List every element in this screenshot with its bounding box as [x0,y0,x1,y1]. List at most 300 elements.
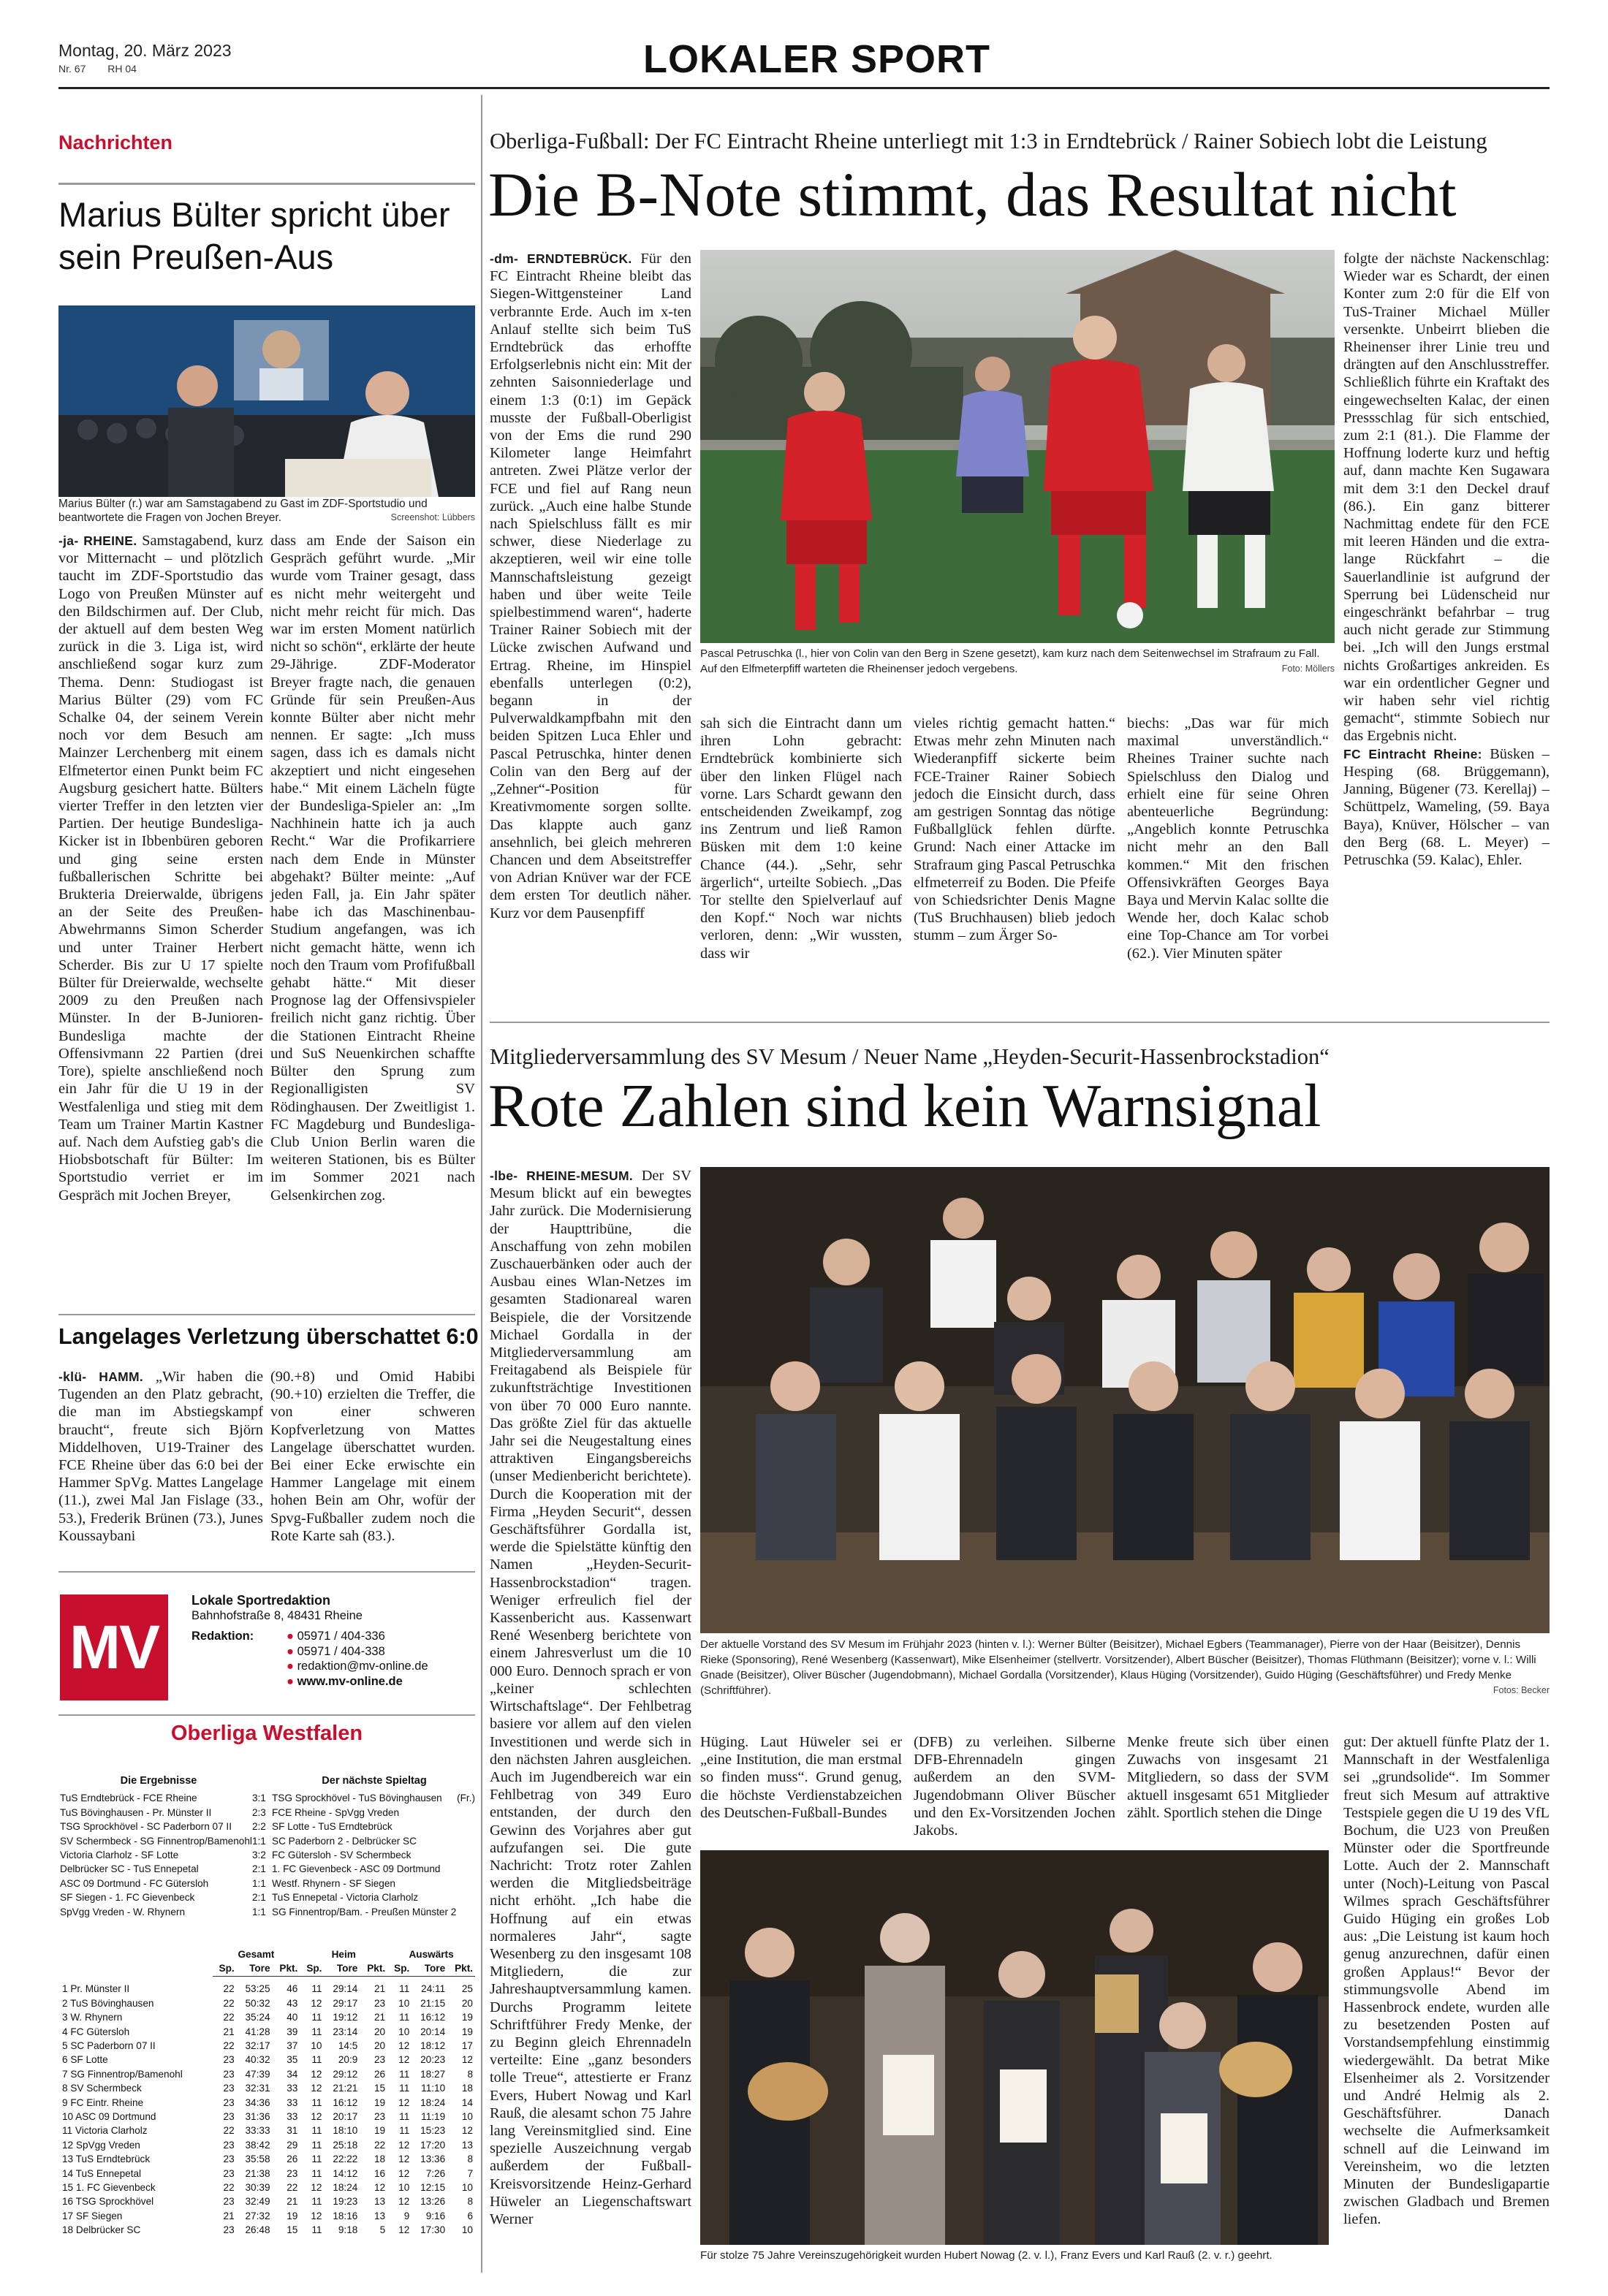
standings-cell: 14:12 [333,2167,358,2179]
mv-logo [60,1594,168,1700]
phone-2[interactable] [287,1644,428,1660]
fixture-score: (Fr.) [457,1793,475,1804]
standings-cell: 29:12 [333,2068,358,2080]
standings-group-label: Gesamt [238,1949,275,1960]
fixture-teams: TuS Bövinghausen - Pr. Münster II [60,1806,212,1818]
standings-cell: 20:23 [420,2054,446,2066]
standings-cell: 12 [398,2154,410,2165]
standings-cell: 33 [287,2110,298,2122]
standings-cell: 53:25 [245,1983,270,1995]
fixture-score: 3:1 [251,1793,266,1804]
standings-cell: 34:36 [245,2097,270,2108]
standings-cell: 10 [461,2110,473,2122]
section-title: LOKALER SPORT [643,37,991,81]
team-name: 3 W. Rhynern [62,2012,123,2023]
standings-column-label: Tore [412,1961,447,1976]
fixture-score [457,1834,475,1848]
main-body-1: Für den FC Eintracht Rheine bleibt das Siegen-Wittgensteiner Land verbrannte Erde. Auch im x-ten Anlauf stellte sich beim TuS Erndtebrück das erhoffte Erfolgserlebnis nicht ein: Mit der zehnten Saisonniederlage und einem 1:3 (0:1) im Gepäck musste der Fußball-Oberligist von der Ems die rund 290 Kilometer lange Heimfahrt antreten. Zwei Plätze verlor der FCE und fiel auf Rang neun zurück. „Auch eine halbe Stunde nach Spielschluss fällt es mir schwer, diese Niederlage zu akzeptieren, weil wir eine tolle Mannschaftsleistung gezeigt haben und über weite Teile spielbestimmend waren“, haderte Trainer Rainer Sobiech mit der Lücke zwischen Aufwand und Ertrag. Rheine, im Hinspiel ebenfalls unterlegen (0:2), begann in der Pulverwaldkampfbahn mit den beiden Spitzen Luca Ehler und Pascal Petruschka, hinter denen Colin van den Berg auf der „Zehner“-Position für Kreativmomente sorgen sollte. Das klappte auch ganz ansehnlich, bei gleich mehreren Chancen und dem Abseitstreffer von Adrian Knüver war der FCE dem ersten Tor deutlich näher. Kurz vor dem Pausenpfiff [490,251,691,921]
standings-cell: 12 [311,2068,322,2080]
standings-cell: 16:12 [420,2012,446,2023]
standings-cell: 21:38 [245,2167,270,2179]
phone-1[interactable] [287,1629,428,1644]
standings-row [60,2081,475,2095]
standings-group-label: Auswärts [409,1949,454,1960]
standings-column-label: Tore [237,1961,273,1976]
board-credit: Fotos: Becker [1493,1685,1550,1695]
standings-row [60,2167,475,2181]
sportstudio-caption-text: Marius Bülter (r.) war am Samstagabend zu Gast im ZDF-Sportstudio und beantwortete die Fragen von Jochen Breyer. [58,498,428,524]
team-name: 2 TuS Bövinghausen [62,1997,154,2009]
mesum-body-3: (DFB) zu verleihen. Silberne DFB-Ehrennadeln gingen außerdem an den SVM-Jugendobmann Oliver Büscher und den Ex-Vorsitzenden Jochen Jakobs. [914,1734,1115,1839]
standings-cell: 23 [223,2196,235,2208]
standings-cell: 22:22 [333,2154,358,2165]
web-text: www.mv-online.de [297,1674,403,1688]
standings-row [60,2124,475,2137]
match-caption-text: Pascal Petruschka (l., hier von Colin van den Berg in Szene gesetzt), kam kurz nach dem Seitenwechsel im Strafraum zu Fall. Auf den Elfmeterpfiff warteten die Rheinenser jedoch vergebens. [700,647,1320,675]
standings-row [60,2096,475,2110]
team-name: 18 Delbrücker SC [62,2224,141,2236]
mesum-dateline: -lbe- RHEINE-MESUM. [490,1168,634,1183]
standings-cell: 12 [311,2110,322,2122]
team-name: 12 SpVgg Vreden [62,2139,140,2151]
standings-cell: 32:31 [245,2083,270,2094]
main-col2 [700,715,902,962]
next-fixture-row [272,1820,475,1833]
result-row [60,1905,266,1919]
team-name: 13 TuS Erndtebrück [62,2154,151,2165]
standings-column-label: Pkt. [447,1961,475,1976]
standings-cell: 21 [374,1983,386,1995]
buelter-dateline: -ja- RHEINE. [58,533,137,548]
standings-cell: 38:42 [245,2139,270,2151]
standings-row [60,2223,475,2237]
fixture-score: 2:1 [251,1863,266,1875]
masthead-rule [58,87,1550,89]
standings-cell: 18:16 [333,2210,358,2221]
standings-cell: 13:26 [420,2196,446,2208]
fixture-teams: TSG Sprockhövel - SC Paderborn 07 II [60,1821,232,1833]
main-bottom-rule [490,1022,1550,1023]
masthead-issue-line [58,63,137,75]
standings-cell: 40 [287,2012,298,2023]
fixture-teams: Westf. Rhynern - SF Siegen [272,1877,395,1889]
board-photo [700,1167,1550,1633]
team-name: 5 SC Paderborn 07 II [62,2040,156,2051]
standings-cell: 6 [467,2210,473,2221]
standings-cell: 23 [374,2110,386,2122]
standings-cell: 15 [287,2224,298,2236]
honor-photo-graphic [700,1850,1329,2245]
standings-cell: 11 [399,2068,410,2080]
langelage-headline: Langelages Verletzung überschattet 6:0 [58,1324,479,1349]
team-name: 10 ASC 09 Dortmund [62,2110,156,2122]
match-credit: Foto: Möllers [1281,664,1335,674]
standings-cell: 15 [374,2083,386,2094]
standings-cell: 23 [287,2167,298,2179]
standings-cell: 9 [403,2210,410,2221]
match-photo-graphic [700,250,1335,643]
blank-header [60,1947,213,1961]
standings-column-label: Pkt. [273,1961,300,1976]
standings-block [60,1947,475,2238]
standings-row [60,2067,475,2081]
results-heading: Die Ergebnisse [120,1775,197,1787]
phone-icon: ● [287,1644,297,1658]
langelage-rule [58,1314,475,1315]
standings-cell: 23 [223,2110,235,2122]
standings-cell: 21 [374,2012,386,2023]
standings-cell: 29 [287,2139,298,2151]
web-link[interactable] [287,1674,428,1689]
standings-cell: 35:24 [245,2012,270,2023]
standings-cell: 47:39 [245,2068,270,2080]
standings-cell: 12 [398,2167,410,2179]
next-fixture-row [272,1890,475,1904]
sportstudio-caption [58,497,475,525]
standings-cell: 21:15 [420,1997,446,2009]
standings-cell: 11 [399,1983,410,1995]
standings-cell: 23 [223,2068,235,2080]
board-caption-text: Der aktuelle Vorstand des SV Mesum im Frühjahr 2023 (hinten v. l.): Werner Bülter (Beisitzer), Michael Egbers (Teammanager), Pierre von der Haar (Beisitzer), Dennis Rieke (Sponsoring), René Wesenberg (Kassenwart), Mike Elsenheimer (stellvertr. Vorsitzender), Albert Büscher (Beisitzer), Thomas Flüthmann (Beisitzer); vorne v. l.: Willi Gnade (Beisitzer), Oliver Büscher (Jugendobmann), Michael Gordalla (Vorsitzender), Klaus Hüging (Vorsitzender), Guido Hüging (Geschäftsführer) und Fredy Menke (Schriftführer). [700,1638,1536,1697]
standings-cell: 14:5 [338,2040,358,2051]
standings-cell: 22 [287,2182,298,2193]
result-row [60,1806,266,1820]
buelter-article-col1 [58,532,263,1204]
team-name: 14 TuS Ennepetal [62,2167,142,2179]
fixture-teams: ASC 09 Dortmund - FC Gütersloh [60,1877,209,1889]
fixture-score: 1:1 [251,1835,266,1847]
standings-cell: 8 [467,2196,473,2208]
fixture-score [457,1806,475,1820]
standings-cell: 23 [223,2154,235,2165]
standings-cell: 24:11 [421,1983,446,1995]
fixture-teams: SpVgg Vreden - W. Rhynern [60,1906,186,1917]
fixture-score [457,1877,475,1890]
phone-1-text: 05971 / 404-336 [297,1630,385,1643]
result-row [60,1820,266,1833]
standings-cell: 12:15 [420,2182,446,2193]
standings-cell: 11 [399,2012,410,2023]
team-name: 9 FC Eintr. Rheine [62,2097,144,2108]
fixture-teams: SF Lotte - TuS Erndtebrück [272,1821,392,1833]
standings-cell: 18 [374,2154,386,2165]
standings-cell: 19 [461,2012,473,2023]
standings-cell: 20:9 [338,2054,358,2066]
standings-row [60,1996,475,2010]
langelage-body-1: „Wir haben die Tugenden an den Platz gebracht, die man im Abstiegskampf braucht“, freute sich Björn Middelhoven, U19-Trainer des FCE Rheine über das 6:0 bei der Hammer SpVg. Mattes Langelage (11.), zwei Mal Jan Fislage (33., 53.), Frederik Brünen (73.), Junes Koussaybani [58,1369,263,1544]
main-headline: Die B-Note stimmt, das Resultat nicht [488,159,1457,229]
main-body-3: vieles richtig gemacht hatten.“ Etwas mehr zehn Minuten nach Wiederanpfiff sickerte beim FCE-Trainer Rainer Sobiech jedoch die Einsicht durch, dass am gestrigen Sonntag das nötige Fußballglück fehlen dürfte. Grund: Nach einer Attacke im Strafraum ging Pascal Petruschka elfmeterreif zu Boden. Die Pfeife von Schiedsrichter Denis Magne (TuS Bruchhausen) blieb jedoch stumm – zum Ärger So- [914,715,1115,944]
standings-cell: 30:39 [245,2182,270,2193]
standings-column-label: Sp. [213,1961,237,1976]
standings-cell: 14 [461,2097,473,2108]
mesum-col3 [914,1733,1115,1839]
standings-cell: 23 [223,2224,235,2236]
standings-cell: 17:30 [420,2224,446,2236]
standings-cell: 16 [374,2167,386,2179]
main-col3 [914,715,1115,945]
next-table [272,1791,475,1919]
standings-cell: 12 [311,2083,322,2094]
next-fixture-row [272,1848,475,1862]
standings-cell: 11 [311,2012,322,2023]
standings-cell: 11 [311,2167,322,2179]
fixture-teams: Delbrücker SC - TuS Ennepetal [60,1863,199,1875]
standings-cell: 8 [467,2068,473,2080]
standings-cell: 12 [398,2054,410,2066]
standings-cell: 33 [287,2097,298,2108]
phone-2-text: 05971 / 404-338 [297,1644,385,1658]
next-fixture-row [272,1791,475,1805]
standings-cell: 23 [223,2097,235,2108]
fixture-teams: SV Schermbeck - SG Finnentrop/Bamenohl [60,1835,252,1847]
standings-cell: 23 [223,2083,235,2094]
standings-cell: 23 [223,2054,235,2066]
news-label: Nachrichten [58,132,173,153]
standings-cell: 50:32 [245,1997,270,2009]
standings-cell: 11:19 [421,2110,446,2122]
fixture-score: 1:1 [251,1906,266,1917]
lineup-text: Büsken – Hesping (68. Brüggemann), Janning, Bügener (73. Kerellaj) – Schüttpelz, Wameling, (59. Baya Baya), Knüver, Hölscher – van den Berg (68. L. Meyer) – Petruschka (59. Kalac), Ehler. [1343,745,1550,868]
standings-spacer [60,1976,475,1982]
match-caption [700,646,1335,677]
fixture-teams: TSG Sprockhövel - TuS Bövinghausen [272,1793,442,1804]
fixture-score [457,1862,475,1876]
standings-cell: 12 [398,2139,410,2151]
main-col1-top [490,250,691,922]
column-divider [481,95,482,2273]
fixture-teams: TuS Erndtebrück - FCE Rheine [60,1793,197,1804]
main-kicker: Oberliga-Fußball: Der FC Eintracht Rheine unterliegt mit 1:3 in Erndtebrück / Rainer Sobiech lobt die Leistung [490,129,1487,153]
standings-row [60,2181,475,2194]
issue-number: Nr. 67 [58,63,86,75]
standings-cell: 17:20 [420,2139,446,2151]
fixture-teams: FC Gütersloh - SV Schermbeck [272,1850,412,1861]
standings-cell: 18:24 [333,2182,358,2193]
standings-cell: 20:17 [333,2110,358,2122]
mail-icon: ● [287,1660,297,1673]
team-name: 6 SF Lotte [62,2054,108,2066]
standings-cell: 10 [398,1997,410,2009]
standings-cell: 26 [287,2154,298,2165]
standings-cell: 23 [374,1997,386,2009]
contact-list [287,1629,428,1689]
oberliga-title: Oberliga Westfalen [170,1722,363,1745]
next-heading: Der nächste Spieltag [322,1775,427,1787]
team-name: 4 FC Gütersloh [62,2026,130,2037]
standings-cell: 31:36 [245,2110,270,2122]
standings-cell: 5 [379,2224,386,2236]
team-name: 15 1. FC Gievenbeck [62,2182,156,2193]
contact-label: Redaktion: [191,1630,254,1643]
standings-cell: 46 [287,1983,298,1995]
standings-cell: 43 [287,1997,298,2009]
main-body-4: biechs: „Das war für mich maximal unverständlich.“ Rheines Trainer suchte nach Spielschluss den Dialog und erhielt eine für seine Ohren abenteuerliche Begründung: „Angeblich konnte Petruschka nicht mehr an den Ball kommen.“ Mit den frischen Offensivkräften Georges Baya Baya und Mervin Kalac sollte die Wende her, doch Kalac schob eine Top-Chance am Tor vorbei (62.). Vier Minuten später [1127,715,1329,962]
fixture-teams: SF Siegen - 1. FC Gievenbeck [60,1892,195,1904]
standings-cell: 12 [311,1997,322,2009]
standings-cell: 20 [374,2026,386,2037]
standings-cell: 11 [311,2054,322,2066]
standings-cell: 20:14 [420,2026,446,2037]
standings-group-header [60,1947,475,1961]
standings-cell: 25 [461,1983,473,1995]
standings-cell: 19:23 [333,2196,358,2208]
standings-cell: 22 [223,1997,235,2009]
mesum-body-2: Hüging. Laut Hüweler sei er „eine Institution, die man erstmal so finden muss“. Grund genug, die höchste Verdienstabzeichen des Deutschen-Fußball-Bundes [700,1734,902,1821]
standings-cell: 32:17 [245,2040,270,2051]
standings-cell: 19 [287,2210,298,2221]
standings-cell: 33:33 [245,2125,270,2137]
result-row [60,1890,266,1904]
standings-cell: 25:18 [333,2139,358,2151]
standings-cell: 11 [311,2139,322,2151]
fixture-teams: SC Paderborn 2 - Delbrücker SC [272,1835,417,1847]
standings-cell: 26:48 [245,2224,270,2236]
fixture-teams: SG Finnentrop/Bam. - Preußen Münster 2 [272,1906,457,1917]
mesum-col5 [1343,1733,1550,2229]
contact-block [191,1593,469,1689]
standings-cell: 12 [398,2040,410,2051]
standings-cell: 21 [223,2026,235,2037]
standings-cell: 13 [374,2210,386,2221]
langelage-body-2: (90.+8) und Omid Habibi (90.+10) erzielten die Treffer, die von einer schweren Kopfverletzung von Mattes Langelage überschattet wurden. Bei einer Ecke erwischte ein Hammer Langelage mit einem hohen Bein am Ohr, wofür der Spvg-Fußballer zudem noch die Rote Karte sah (83.). [270,1369,475,1544]
standings-cell: 23 [223,2139,235,2151]
standings-cell: 10 [461,2224,473,2236]
standings-cell: 11 [399,2083,410,2094]
board-photo-graphic [700,1167,1550,1633]
mesum-headline: Rote Zahlen sind kein Warnsignal [488,1072,1321,1140]
standings-cell: 33 [287,2083,298,2094]
main-col4 [1127,715,1329,962]
standings-cell: 18:12 [420,2040,446,2051]
fixture-teams: 1. FC Gievenbeck - ASC 09 Dortmund [272,1863,441,1875]
edition-code: RH 04 [107,63,137,75]
standings-column-header [60,1961,475,1976]
standings-row [60,2110,475,2124]
langelage-dateline: -klü- HAMM. [58,1369,144,1384]
globe-icon: ● [287,1674,297,1688]
langelage-col2 [270,1368,475,1545]
main-col5 [1343,250,1550,869]
standings-cell: 10 [311,2040,322,2051]
email-link[interactable] [287,1659,428,1674]
standings-column-label: Sp. [387,1961,412,1976]
standings-cell: 9:16 [425,2210,446,2221]
lineup-label: FC Eintracht Rheine: [1343,746,1482,761]
standings-cell: 20 [374,2040,386,2051]
news-label-rule [58,183,475,185]
main-body-5: folgte der nächste Nackenschlag: Wieder war es Schardt, der einen Konter zum 2:0 für die Elf von TuS-Trainer Michael Müller versenkte. Unbeirrt blieben die Rheinenser ihrer Linie treu und drängten auf den Anschlusstreffer. Schließlich führte ein Kraftakt des eingewechselten Kalac, der einen Pressschlag für sich entschied, zum 2:1 (81.). Die Flamme der Hoffnung loderte kurz und heftig auf, dann machte Ken Sugawara mit dem 3:1 den Deckel drauf (86.). Ein ganz bitterer Nachmittag endete für den FCE mit leeren Händen und die extra-lange Rückfahrt – die Sauerlandlinie ist aufgrund der Sperrung bei Lüdenscheid nur eingeschränkt befahrbar – trug auch nicht gerade zur Stimmung bei. „Ich will den Jungs erstmal nichts Großartiges ankreiden. Es war ein ordentlicher Gegner und wir haben sehr viel richtig gemacht“, stimmte Sobiech nur das Ergebnis nicht. [1343,251,1550,745]
fixture-teams: FCE Rheine - SpVgg Vreden [272,1806,400,1818]
result-row [60,1834,266,1848]
contact-heading: Lokale Sportredaktion [191,1593,331,1608]
standings-cell: 22 [223,1983,235,1995]
standings-cell: 22 [223,2125,235,2137]
fixture-teams: Victoria Clarholz - SF Lotte [60,1850,179,1861]
oberliga-rule [58,1714,475,1716]
standings-cell: 39 [287,2026,298,2037]
match-photo [700,250,1335,643]
standings-row [60,2053,475,2067]
buelter-body-2: dass am Ende der Saison ein Gespräch geführt wurde. „Mir wurde vom Trainer gesagt, dass es nicht mehr weitergeht und nicht mehr reicht für mich. Das war im ersten Moment natürlich nicht so schön“, erklärte der heute 29-Jährige. ZDF-Moderator Breyer fragte nach, die genauen Gründe für sein Preußen-Aus konnte Bülter aber nicht mehr nennen. Er sagte: „Ich muss sagen, dass ich es damals nicht akzeptiert und nicht eingesehen habe.“ Mit einem Lächeln fügte der Bundesliga-Spieler an: „Im Nachhinein hatte ich ja auch Recht.“ War die Profikarriere nach dem Ende in Münster abgehakt? Bülter meinte: „Auf jeden Fall, ja. Ein Jahr später habe ich das Maschinenbau-Studium angefangen, was ich nicht gemacht hätte, wenn ich noch den Traum vom Profifußball gehabt hätte.“ Mit dieser Prognose lag der Offensivspieler freilich nicht ganz richtig. Über die Stationen Eintracht Rheine und SuS Neuenkirchen schaffte Bülter den Sprung zum Regionalligisten SV Rödinghausen. Der Zweitligist 1. FC Magdeburg und Bundesliga-Club Union Berlin waren die weiteren Stationen, bis es Bülter im Sommer 2021 nach Gelsenkirchen zog. [270,533,475,1204]
standings-cell: 13 [374,2196,386,2208]
sportstudio-photo-graphic [58,305,475,497]
mesum-body-5: gut: Der aktuell fünfte Platz der 1. Mannschaft in der Westfalenliga sei „grundsolide“. Im Sommer freut sich Mesum auf attraktive Testspiele gegen die U 19 des VfL Bochum, die U23 von Preußen Münster oder die Sportfreunde Lotte. Auch der 2. Mannschaft unter (Noch)-Leitung von Pascal Wilmes sprach Geschäftsführer Guido Hüging ein großes Lob aus: „Die Leistung ist kaum hoch genug anzurechnen, dafür einen großen Applaus!“ Bevor der stimmungsvolle Abend im Hassenbrock endete, wurden alle zu besetzenden Posten auf Vorstandsempfehlung einstimmig wiedergewählt. Da betrat Mike Elsenheimer als 2. Vorsitzender und André Helmig als 2. Geschäftsführer. Danach wechselte die Aufmerksamkeit schnell auf die Leinwand im Vereinsheim, wo die letzten Minuten der Bundesligapartie zwischen Gladbach und Bremen liefen. [1343,1734,1550,2228]
standings-cell: 12 [398,2097,410,2108]
standings-cell: 12 [311,2182,322,2193]
standings-cell: 32:49 [245,2196,270,2208]
sportstudio-credit: Screenshot: Lübbers [390,512,475,522]
fixture-score: 2:2 [251,1821,266,1833]
standings-group-label: Heim [331,1949,356,1960]
standings-cell: 10 [398,2182,410,2193]
standings-cell: 11 [311,2224,322,2236]
result-row [60,1862,266,1876]
contact-address: Bahnhofstraße 8, 48431 Rheine [191,1608,363,1622]
standings-cell: 34 [287,2068,298,2080]
standings-cell: 31 [287,2125,298,2137]
standings-cell: 11 [311,2154,322,2165]
mesum-body-1: Der SV Mesum blickt auf ein bewegtes Jahr zurück. Die Modernisierung der Haupttribüne, die Anschaffung von zehn mobilen Zuschauerbänken oder auch der Ausbau eines Wlan-Netzes im gesamten Stadionareal waren Beispiele, die der Vorsitzende Michael Gordalla in der Mitgliederversammlung am Freitagabend als Beispiele für zukunftsträchtige Investitionen von über 70 000 Euro nannte. Das größte Ziel für das aktuelle Jahr sei die Neugestaltung eines attraktiven Eingangsbereichs (unser Medienbericht berichtete). Durch die Kooperation mit der Firma „Heyden Securit“, dessen Geschäftsführer Gordalla ist, werde die Spielstätte künftig den Namen „Heyden-Securit- Hassenbrockstadion“ tragen. Weniger erfreulich fiel der Kassenbericht aus. Kassenwart René Wesenberg berichtete von einem Jahresverlust um die 10 000 Euro. Dennoch sprach er von „keiner schlechten Wirtschaftslage“. Der Fehlbetrag basiere vor allem auf den vielen Investitionen und werde sich in den nächsten Jahren ausgleichen. Auch im Jugendbereich war ein Fehlbetrag von 349 Euro entstanden, der durch den Gewinn des Vorjahres aber gut aufzufangen sei. Die gute Nachricht: Trotz roter Zahlen werden die Mitgliedsbeiträge nicht erhöht. „Ich habe die Hoffnung auf ein etwas normaleres Jahr“, sagte Wesenberg zu den insgesamt 108 Mitgliedern, die zur Jahreshauptversammlung kamen. Durchs Programm leitete Schriftführer Fredy Menke, der zu Beginn gleich Ehrennadeln verteilte: Eine „ganz besonders tolle Treue“, attestierte er Franz Evers, Hubert Nowag und Karl Rauß, die alesamt schon 75 Jahre lang Vereinsmitglied sind. Eine spezielle Auszeichnung vergab außerdem der Fußball-Kreisvorsitzende Heinz-Gerhard Hüweler an Liegenschaftswart Werner [490,1168,692,2227]
mesum-col4 [1127,1733,1329,1822]
standings-cell: 22 [223,2012,235,2023]
standings-row [60,2209,475,2223]
standings-cell: 23:14 [333,2026,358,2037]
standings-cell: 22 [223,2040,235,2051]
contact-rule [58,1571,475,1573]
standings-cell: 22 [374,2139,386,2151]
team-name: 8 SV Schermbeck [62,2083,142,2094]
standings-row [60,2025,475,2039]
standings-cell: 11 [399,2110,410,2122]
standings-cell: 12 [398,2196,410,2208]
standings-cell: 12 [398,2224,410,2236]
standings-row [60,2152,475,2166]
result-row [60,1848,266,1862]
team-name: 16 TSG Sprockhövel [62,2196,154,2208]
masthead-date: Montag, 20. März 2023 [58,41,232,60]
fixture-score [457,1890,475,1904]
next-block [272,1774,477,1919]
standings-cell: 13:36 [420,2154,446,2165]
standings-cell: 11 [311,2125,322,2137]
mv-logo-text: MV [69,1613,159,1681]
left-headline: Marius Bülter spricht über sein Preußen-Aus [58,195,450,276]
next-fixture-row [272,1806,475,1820]
fixture-score [457,1820,475,1833]
standings-cell: 8 [467,2154,473,2165]
standings-cell: 11 [311,2026,322,2037]
team-name: 11 Victoria Clarholz [62,2125,148,2137]
standings-cell: 20 [461,1997,473,2009]
contact-row [191,1629,469,1689]
phone-icon: ● [287,1630,297,1643]
standings-cell: 7:26 [425,2167,446,2179]
standings-column-label: Pkt. [360,1961,387,1976]
fixture-score: 2:3 [251,1806,266,1818]
standings-cell: 18:27 [420,2068,446,2080]
standings-row [60,1982,475,1996]
standings-cell: 19 [374,2125,386,2137]
standings-cell: 19 [461,2026,473,2037]
standings-cell: 10 [398,2026,410,2037]
standings-cell: 15:23 [420,2125,446,2137]
honor-photo [700,1850,1329,2245]
standings-cell: 27:32 [245,2210,270,2221]
standings-cell: 23 [223,2167,235,2179]
standings-cell: 29:14 [333,1983,358,1995]
standings-cell: 35:58 [245,2154,270,2165]
